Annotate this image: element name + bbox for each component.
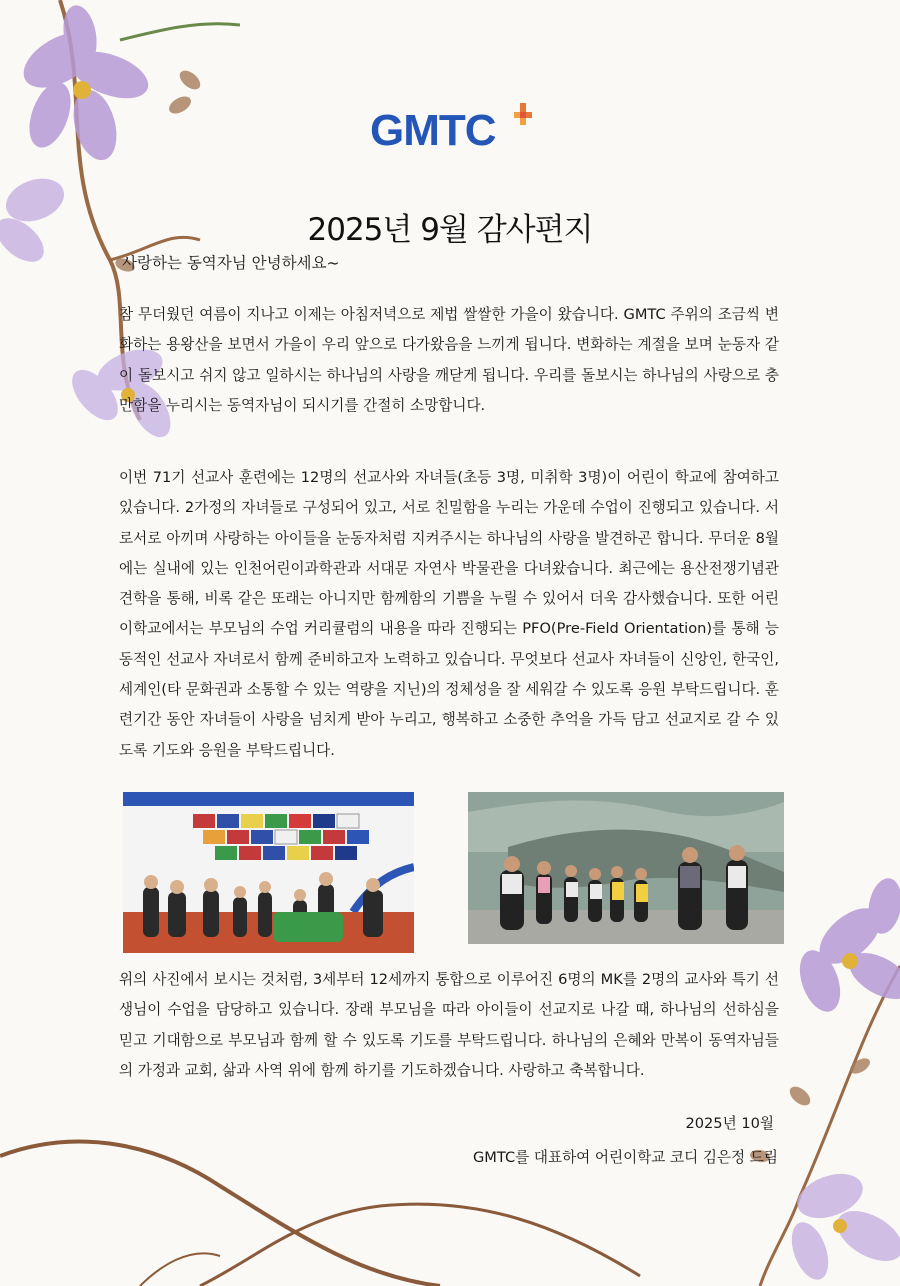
paragraph-training-report: 이번 71기 선교사 훈련에는 12명의 선교사와 자녀들(초등 3명, 미취학 3명)이 어린이 학교에 참여하고 있습니다. 2가정의 자녀들로 구성되어 있고, 서로 친밀함을 누리는 가운데 수업이 진행되고 있습니다. 서로서로 아끼며 사랑하는 아이들을 눈동자처럼 지켜주시는 하나님의 사랑을 발견하곤 합니다. 무더운 8월에는 실내에 있는 인천어린이과학관과 서대문 자연사 박물관을 다녀왔습니다. 최근에는 용산전쟁기념관 견학을 통해, 비록 같은 또래는 아니지만 함께함의 기쁨을 누릴 수 있어서 더욱 감사했습니다. 또한 어린이학교에서는 부모님의 수업 커리큘럼의 내용을 따라 진행되는 PFO(Pre-Field Orientation)를 통해 능동적인 선교사 자녀로서 함께 준비하고자 노력하고 있습니다. 무엇보다 선교사 자녀들이 신앙인, 한국인, 세계인(타 문화권과 소통할 수 있는 역량을 지닌)의 정체성을 잘 세워갈 수 있도록 응원 부탁드립니다. 훈련기간 동안 자녀들이 사랑을 넘치게 받아 누리고, 행복하고 소중한 추억을 가득 담고 선교지로 갈 수 있도록 기도와 응원을 부탁드립니다. bbox=[119, 469, 779, 759]
logo-cross-icon bbox=[514, 103, 532, 125]
paragraph-closing: 위의 사진에서 보시는 것처럼, 3세부터 12세까지 통합으로 이루어진 6명의 MK를 2명의 교사와 특기 선생님이 수업을 담당하고 있습니다. 장래 부모님을 따라 아이들이 선교지로 나갈 때, 하나님의 선하심을 믿고 기대함으로 부모님과 함께 할 수 있도록 기도를 부탁드립니다. 하나님의 은혜와 만복이 동역자님들의 가정과 교회, 삶과 사역 위에 함께 하기를 기도하겠습니다. 사랑하고 축복합니다. bbox=[119, 971, 779, 1079]
greeting: 사랑하는 동역자님 안녕하세요~ bbox=[122, 254, 340, 272]
gmtc-logo bbox=[370, 106, 496, 156]
letter-title: 2025년 9월 감사편지 bbox=[307, 211, 593, 248]
paragraph-intro: 참 무더웠던 여름이 지나고 이제는 아침저녁으로 제법 쌀쌀한 가을이 왔습니다. GMTC 주위의 조금씩 변화하는 용왕산을 보면서 가을이 우리 앞으로 다가왔음을 느끼게 됩니다. 변화하는 계절을 보며 눈동자 같이 돌보시고 쉬지 않고 일하시는 하나님의 사랑을 깨닫게 됩니다. 우리를 돌보시는 하나님의 사랑으로 충만함을 누리시는 동역자님이 되시기를 간절히 소망합니다. bbox=[119, 306, 779, 414]
letter-date: 2025년 10월 bbox=[685, 1115, 774, 1132]
signature: GMTC를 대표하여 어린이학교 코디 김은정 드림 bbox=[472, 1149, 778, 1166]
photo-children-natural-history-museum bbox=[468, 792, 784, 944]
branch-decoration-bottom bbox=[0, 1106, 760, 1286]
photo-children-science-museum bbox=[123, 792, 414, 953]
logo-text: GMTC bbox=[370, 106, 496, 155]
